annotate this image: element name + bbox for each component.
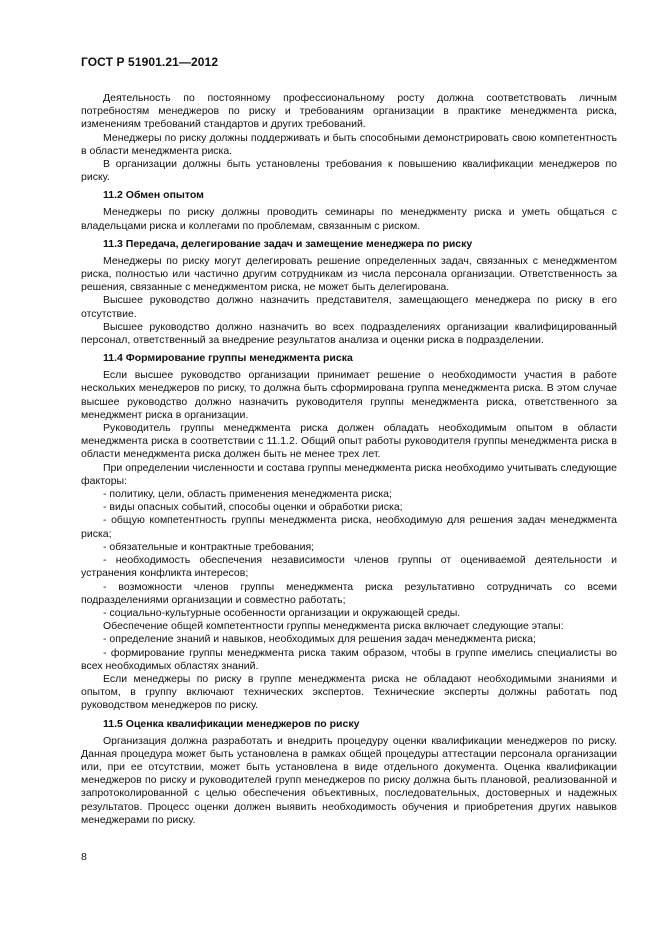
section-heading-11-2: 11.2 Обмен опытом <box>103 189 204 202</box>
paragraph: Если высшее руководство организации принимает решение о необходимости участия в работе нескольких менеджеров по риску, то должна быть сформирована группа менеджмента риска. В этом случае высшее руководство должно назначить руководителя группы менеджмента риска, ответственного за менеджмент риска в организации. <box>81 369 617 421</box>
list-item: - формирование группы менеджмента риска таким образом, чтобы в группе имелись специалисты во всех необходимых областях знаний. <box>81 646 617 672</box>
document-header: ГОСТ Р 51901.21—2012 <box>81 55 219 69</box>
paragraph: Менеджеры по риску должны поддерживать и быть способными демонстрировать свою компетентность в области менеджмента риска. <box>81 131 617 157</box>
section-heading-11-4: 11.4 Формирование группы менеджмента риска <box>103 352 353 365</box>
paragraph: Если менеджеры по риску в группе менеджмента риска не обладают необходимыми знаниями и опытом, в группу включают технических экспертов. Технические эксперты должны работать под руководством менеджеров по риску. <box>81 672 617 712</box>
paragraph: При определении численности и состава группы менеджмента риска необходимо учитывать следующие факторы: <box>81 461 617 487</box>
paragraph: Руководитель группы менеджмента риска должен обладать необходимым опытом в области менеджмента риска в соответствии с 11.1.2. Общий опыт работы руководителя группы менеджмента риска в области менеджмента риска должен быть не менее трех лет. <box>81 422 617 461</box>
paragraph: Деятельность по постоянному профессиональному росту должна соответствовать личным потребностям менеджеров по риску и требованиям организации в практике менеджмента риска, изменениям требований стандартов и других требований. <box>81 92 617 131</box>
list-item: - виды опасных событий, способы оценки и обработки риска; <box>103 501 403 514</box>
page-number: 8 <box>81 851 87 863</box>
paragraph: Высшее руководство должно назначить во всех подразделениях организации квалифицированный персонал, ответственный за внедрение результатов анализа и оценки риска в подразделении. <box>81 320 617 347</box>
list-item: - определение знаний и навыков, необходимых для решения задач менеджмента риска; <box>103 633 536 646</box>
section-heading-11-5: 11.5 Оценка квалификации менеджеров по риску <box>103 717 360 730</box>
paragraph: Организация должна разработать и внедрить процедуру оценки квалификации менеджеров по риску. Данная процедура может быть установлена в рамках общей процедуры аттестации персонала организации или, при ее отсутствии, может быть установлена в виде отдельного документа. Оценка квалификации менеджеров по риску и руководителей групп менеджеров по риску должна быть плановой, реализованной и запротоколированной с целью обеспечения объективных, последовательных, достоверных и надежных результатов. Процесс оценки должен выявить необходимость обучения и приобретения других навыков менеджерами по риску. <box>81 734 617 826</box>
paragraph: В организации должны быть установлены требования к повышению квалификации менеджеров по риску. <box>81 158 617 184</box>
list-item: - социально-культурные особенности организации и окружающей среды. <box>103 606 461 619</box>
paragraph: Обеспечение общей компетентности группы менеджмента риска включает следующие этапы: <box>103 620 564 633</box>
list-item: - необходимость обеспечения независимости членов группы от оцениваемой деятельности и устранения конфликта интересов; <box>81 554 617 580</box>
paragraph: Высшее руководство должно назначить представителя, замещающего менеджера по риску в его отсутствие. <box>81 294 617 320</box>
paragraph: Менеджеры по риску должны проводить семинары по менеджменту риска и уметь общаться с владельцами риска и коллегами по проблемам, связанным с риском. <box>81 206 617 232</box>
paragraph: Менеджеры по риску могут делегировать решение определенных задач, связанных с менеджментом риска, полностью или частично другим сотрудникам из числа персонала организации. Ответственность за решения, связанные с менеджментом риска, не может быть делегирована. <box>81 254 617 294</box>
list-item: - общую компетентность группы менеджмента риска, необходимую для решения задач менеджмента риска; <box>81 514 617 540</box>
list-item: - обязательные и контрактные требования; <box>103 540 315 553</box>
section-heading-11-3: 11.3 Передача, делегирование задач и замещение менеджера по риску <box>103 237 473 250</box>
document-body <box>81 92 617 827</box>
list-item: - возможности членов группы менеджмента риска результативно сотрудничать со всеми подразделениями организации и совместно работать; <box>81 580 617 606</box>
list-item: - политику, цели, область применения менеджмента риска; <box>103 488 392 501</box>
